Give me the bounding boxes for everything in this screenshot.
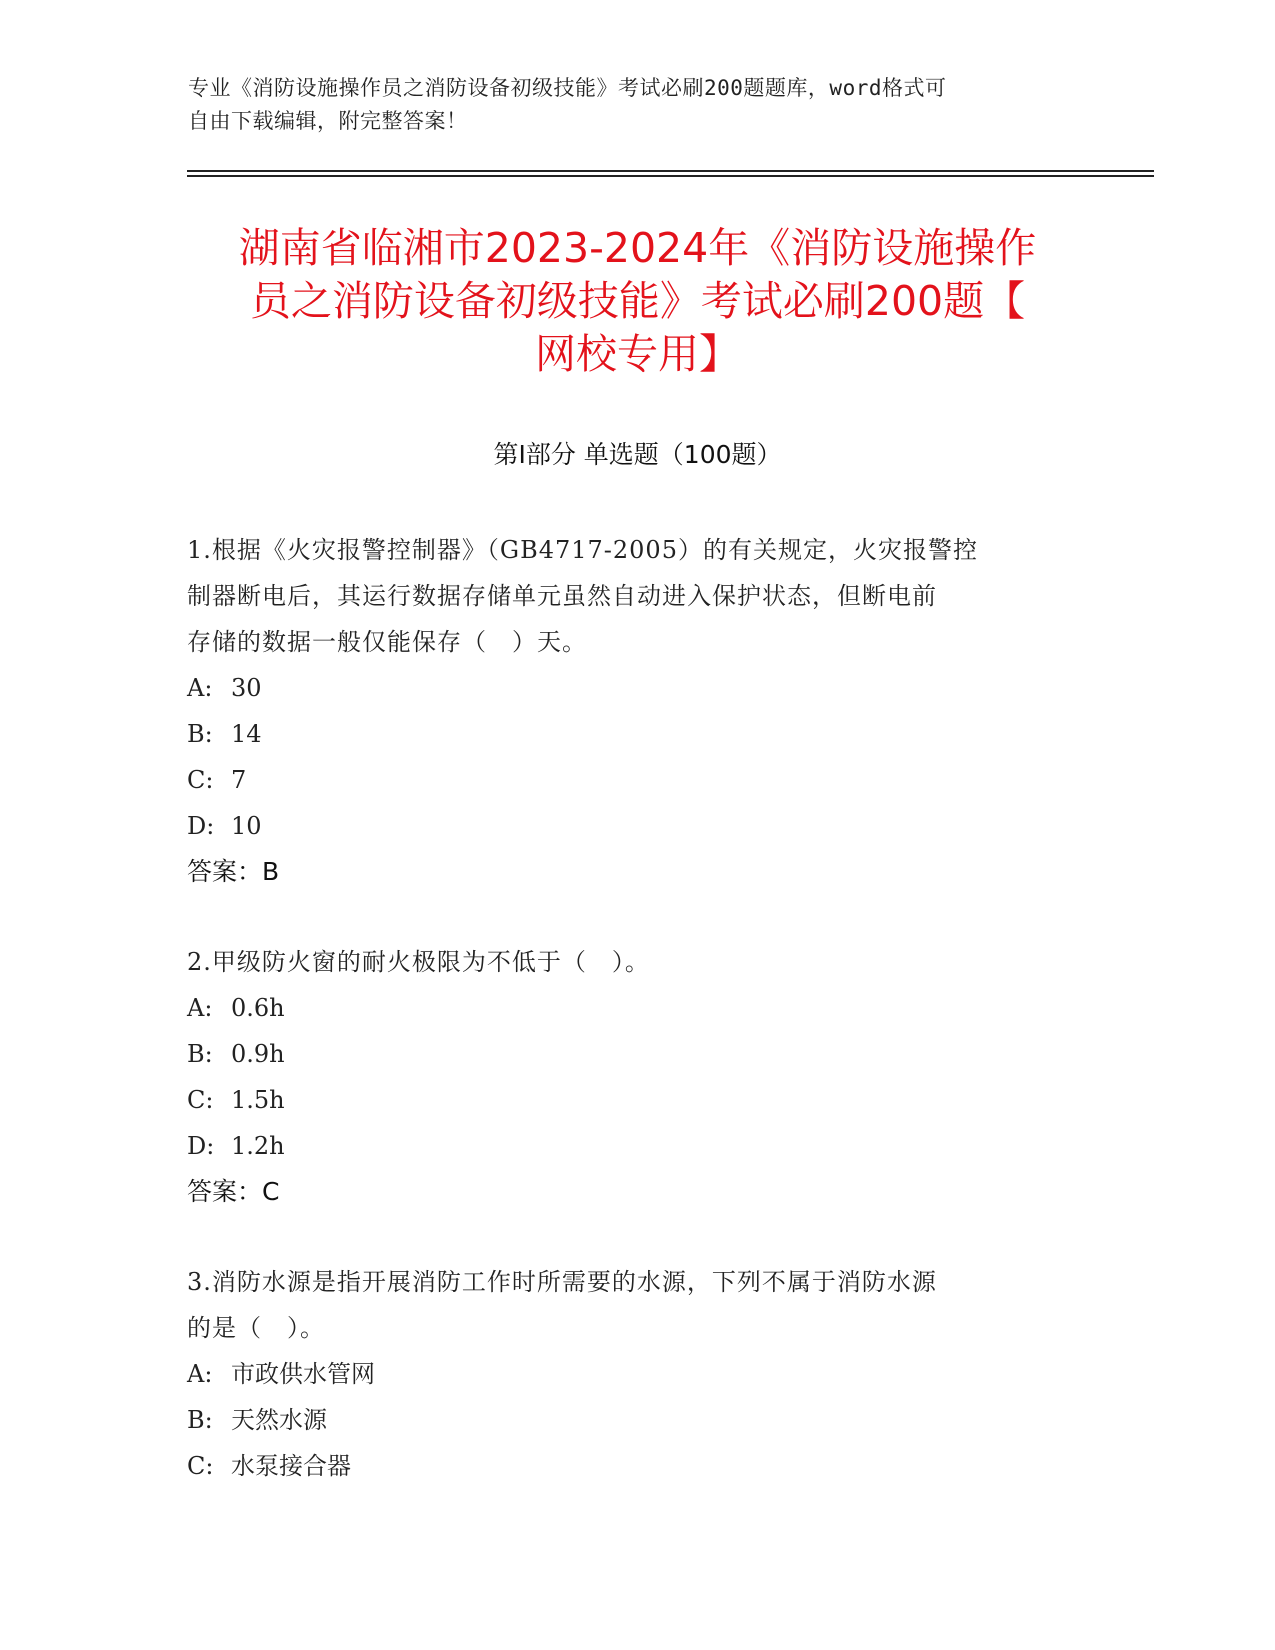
option-text: 7 bbox=[231, 766, 247, 794]
header-note-line-2: 自由下载编辑，附完整答案！ bbox=[188, 109, 468, 133]
question-list bbox=[187, 527, 1087, 1489]
question-1-stem-line-1: 1.根据《火灾报警控制器》（GB4717-2005）的有关规定，火灾报警控 bbox=[187, 536, 978, 564]
header-note bbox=[188, 72, 1068, 138]
title-line-1: 湖南省临湘市2023-2024年《消防设施操作 bbox=[238, 224, 1037, 272]
question-2 bbox=[187, 939, 1087, 1215]
option-key: B: bbox=[187, 1406, 213, 1434]
question-1-option-a bbox=[187, 665, 1087, 711]
option-key: D: bbox=[187, 812, 215, 840]
option-text: 30 bbox=[231, 674, 262, 702]
question-3-option-c bbox=[187, 1443, 1087, 1489]
header-note-line-1: 专业《消防设施操作员之消防设备初级技能》考试必刷200题题库，word格式可 bbox=[188, 76, 947, 100]
option-key: A: bbox=[187, 994, 213, 1022]
question-2-stem-line-1: 2.甲级防火窗的耐火极限为不低于（ ）。 bbox=[187, 948, 650, 976]
question-2-option-b bbox=[187, 1031, 1087, 1077]
option-key: C: bbox=[187, 1452, 214, 1480]
question-3 bbox=[187, 1259, 1087, 1489]
question-2-option-d bbox=[187, 1123, 1087, 1169]
option-key: A: bbox=[187, 674, 213, 702]
question-2-option-c bbox=[187, 1077, 1087, 1123]
title-line-2: 员之消防设备初级技能》考试必刷200题【 bbox=[249, 277, 1026, 325]
question-1-option-c bbox=[187, 757, 1087, 803]
header-divider-bottom bbox=[187, 175, 1154, 177]
question-1-option-b bbox=[187, 711, 1087, 757]
header-divider-top bbox=[187, 170, 1154, 172]
option-text: 1.2h bbox=[231, 1132, 285, 1160]
option-text: 0.9h bbox=[231, 1040, 285, 1068]
option-key: D: bbox=[187, 1132, 215, 1160]
title-line-3: 网校专用】 bbox=[535, 330, 740, 378]
question-spacer bbox=[187, 1215, 1087, 1259]
option-text: 市政供水管网 bbox=[231, 1360, 375, 1388]
question-3-option-b bbox=[187, 1397, 1087, 1443]
option-key: C: bbox=[187, 766, 214, 794]
question-2-answer: 答案：C bbox=[187, 1177, 280, 1206]
option-key: B: bbox=[187, 720, 213, 748]
option-text: 10 bbox=[231, 812, 262, 840]
option-key: B: bbox=[187, 1040, 213, 1068]
document-title bbox=[150, 222, 1125, 381]
question-1-option-d bbox=[187, 803, 1087, 849]
question-3-stem-line-1: 3.消防水源是指开展消防工作时所需要的水源，下列不属于消防水源 bbox=[187, 1268, 937, 1296]
option-text: 0.6h bbox=[231, 994, 285, 1022]
question-1 bbox=[187, 527, 1087, 895]
option-key: A: bbox=[187, 1360, 213, 1388]
question-3-stem-line-2: 的是（ ）。 bbox=[187, 1314, 325, 1342]
question-1-stem-line-3: 存储的数据一般仅能保存（ ）天。 bbox=[187, 628, 587, 656]
option-text: 天然水源 bbox=[231, 1406, 327, 1434]
question-spacer bbox=[187, 895, 1087, 939]
question-1-answer: 答案：B bbox=[187, 857, 280, 886]
option-text: 14 bbox=[231, 720, 262, 748]
option-text: 水泵接合器 bbox=[231, 1452, 351, 1480]
question-2-option-a bbox=[187, 985, 1087, 1031]
question-3-option-a bbox=[187, 1351, 1087, 1397]
question-1-stem-line-2: 制器断电后，其运行数据存储单元虽然自动进入保护状态，但断电前 bbox=[187, 582, 937, 610]
option-text: 1.5h bbox=[231, 1086, 285, 1114]
option-key: C: bbox=[187, 1086, 214, 1114]
section-title: 第Ⅰ部分 单选题（100题） bbox=[493, 440, 782, 469]
